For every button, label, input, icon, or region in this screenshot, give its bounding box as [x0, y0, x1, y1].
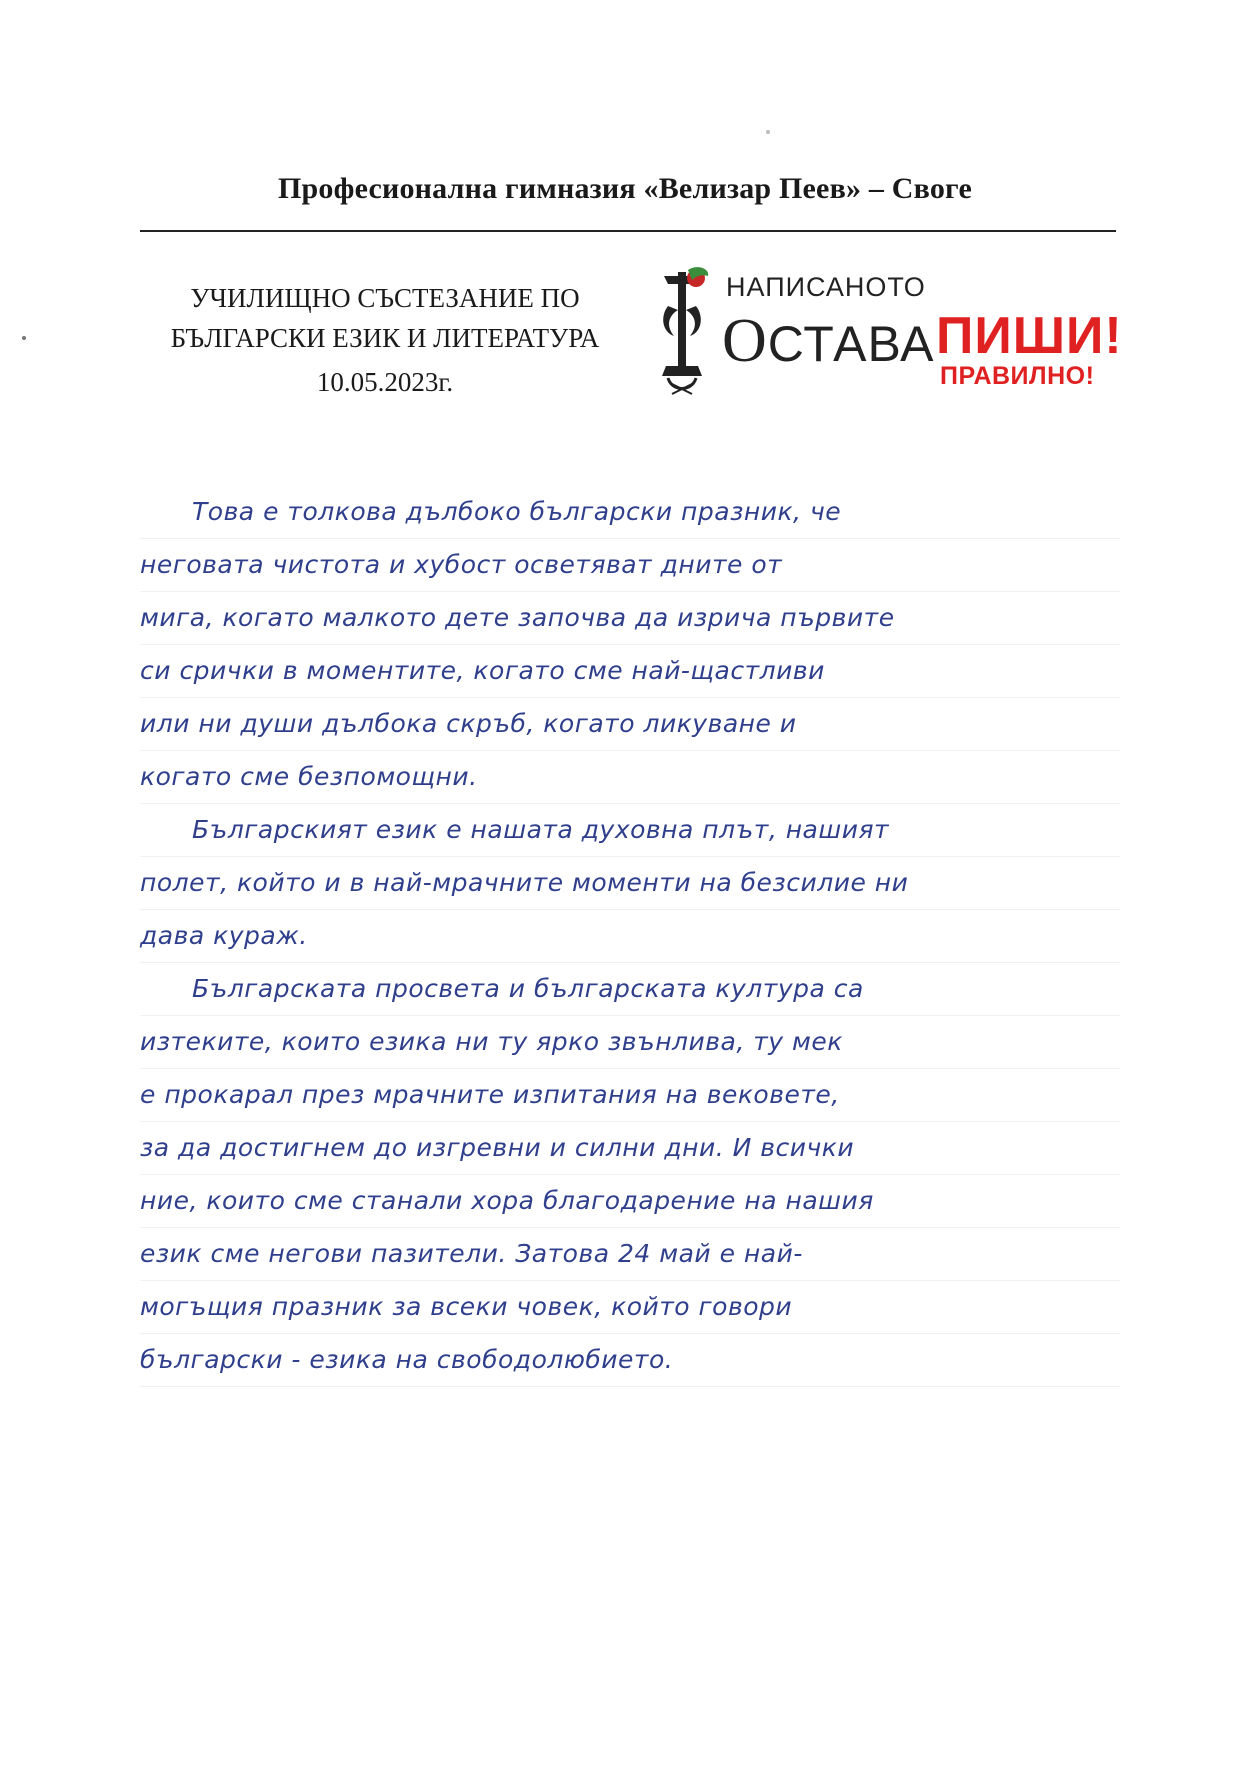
header-divider — [140, 230, 1116, 232]
essay-line: е прокарал през мрачните изпитания на вековете, — [140, 1069, 1120, 1122]
scan-speck — [766, 130, 770, 134]
school-name-heading: Професионална гимназия «Велизар Пеев» – Своге — [278, 172, 972, 205]
essay-line: Българският език е нашата духовна плът, нашият — [140, 804, 1120, 857]
essay-line: могъщия празник за всеки човек, който говори — [140, 1281, 1120, 1334]
scan-speck — [22, 336, 26, 340]
competition-title-line2: БЪЛГАРСКИ ЕЗИК И ЛИТЕРАТУРА — [170, 323, 600, 353]
essay-line: полет, който и в най-мрачните моменти на безсилие ни — [140, 857, 1120, 910]
essay-line: неговата чистота и хубост осветяват дните от — [140, 539, 1120, 592]
essay-line: изтеките, които езика ни ту ярко звънлива, ту мек — [140, 1016, 1120, 1069]
ornamental-letter-icon — [658, 266, 718, 398]
essay-line: или ни души дълбока скръб, когато ликуване и — [140, 698, 1120, 751]
logo-slogan-pravilno: ПРАВИЛНО! — [940, 362, 1095, 390]
campaign-logo — [658, 262, 1148, 402]
logo-text-top: НАПИСАНОТО — [726, 272, 926, 302]
essay-line: ние, които сме станали хора благодарение на нашия — [140, 1175, 1120, 1228]
competition-title — [135, 278, 635, 402]
essay-line: дава кураж. — [140, 910, 1120, 963]
essay-line: за да достигнем до изгревни и силни дни. И всички — [140, 1122, 1120, 1175]
essay-line: когато сме безпомощни. — [140, 751, 1120, 804]
competition-title-line1: УЧИЛИЩНО СЪСТЕЗАНИЕ ПО — [190, 283, 580, 313]
essay-line: български - езика на свободолюбието. — [140, 1334, 1120, 1387]
essay-line: Българската просвета и българската култура са — [140, 963, 1120, 1016]
logo-text-middle-rest: СТАВА — [767, 316, 935, 372]
essay-line: Това е толкова дълбоко български празник, че — [140, 486, 1120, 539]
logo-text-middle — [722, 306, 935, 377]
logo-slogan-pishi: ПИШИ! — [936, 307, 1123, 365]
essay-line: език сме негови пазители. Затова 24 май е най- — [140, 1228, 1120, 1281]
logo-initial-letter: О — [722, 307, 768, 375]
essay-line: мига, когато малкото дете започва да изрича първите — [140, 592, 1120, 645]
competition-date: 10.05.2023г. — [316, 367, 454, 397]
essay-line: си срички в моментите, когато сме най-щастливи — [140, 645, 1120, 698]
handwritten-essay — [140, 486, 1120, 1387]
